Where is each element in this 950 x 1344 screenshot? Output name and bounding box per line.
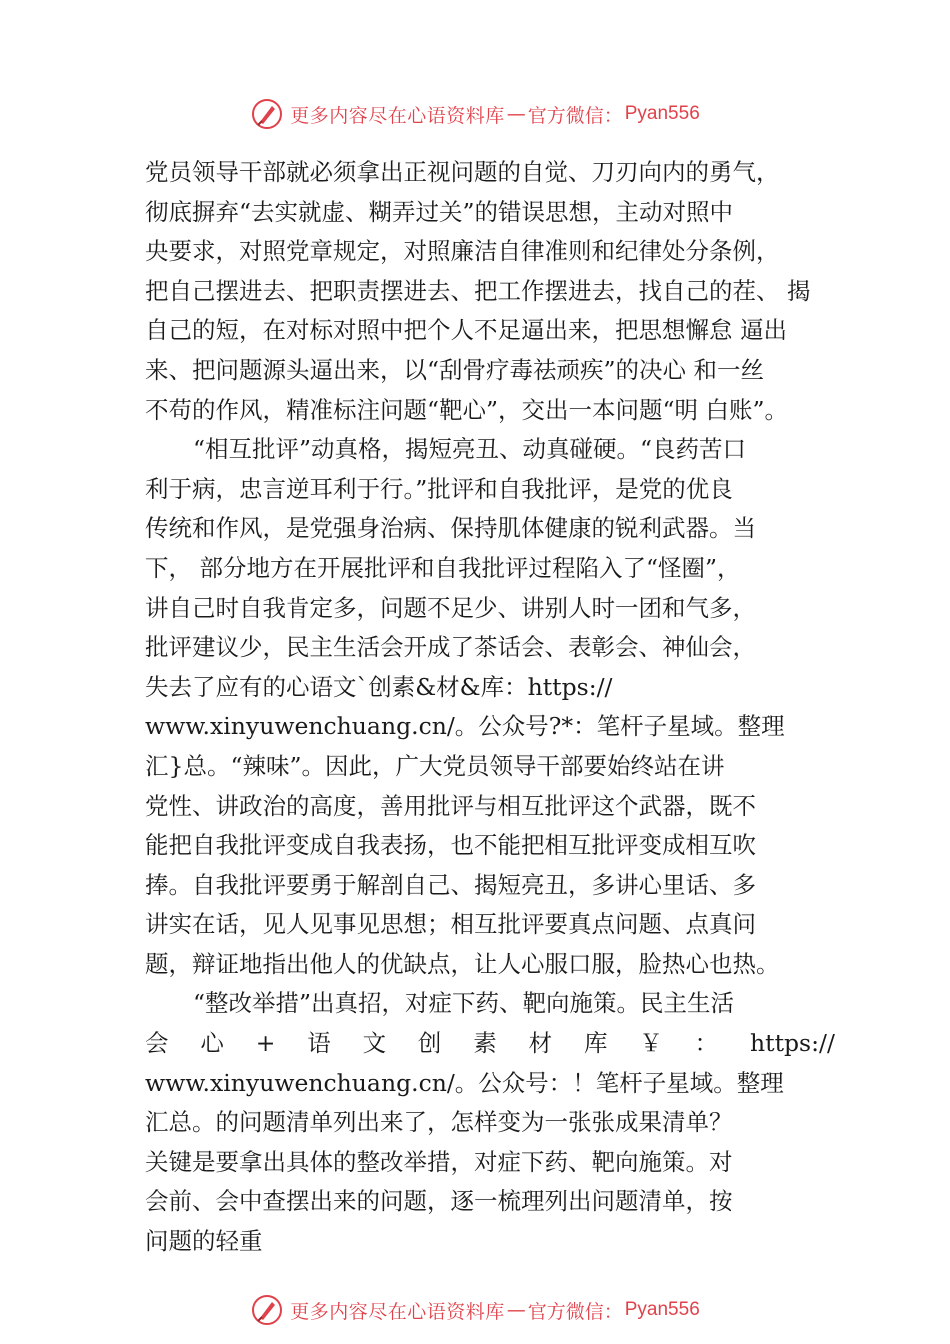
spread-line (145, 1024, 835, 1064)
paragraph-line: 汇}总。“辣味”。因此，广大党员领导干部要始终站在讲 (145, 751, 725, 780)
watermark-text: 更多内容尽在心语资料库 (290, 104, 505, 127)
spread-char: 文 (362, 1029, 387, 1058)
watermark-wechat-label: 官方微信： (527, 104, 623, 127)
paragraph-line: 会前、会中查摆出来的问题，逐一梳理列出问题清单，按 (145, 1187, 733, 1216)
paragraph-line: “整改举措”出真招，对症下药、靶向施策。民主生活 (193, 989, 735, 1018)
spread-char: 材 (528, 1029, 553, 1058)
paragraph-line: 利于病，忠言逆耳利于行。”批评和自我批评，是党的优良 (145, 474, 733, 503)
spread-char: 语 (307, 1029, 331, 1058)
spread-char: 库 (583, 1029, 608, 1058)
watermark-footer (0, 1288, 950, 1332)
watermark-header (0, 92, 950, 136)
paragraph-line: 党员领导干部就必须拿出正视问题的自觉、刀刃向内的勇气， (145, 158, 780, 186)
watermark-wechat-id: Pyan556 (624, 103, 700, 124)
paragraph-line: 下， 部分地方在开展批评和自我批评过程陷入了“怪圈”， (145, 553, 741, 582)
paragraph-line: 捧。自我批评要勇于解剖自己、揭短亮丑，多讲心里话、多 (145, 870, 756, 899)
paragraph-line: 党性、讲政治的高度，善用批评与相互批评这个武器，既不 (145, 791, 756, 820)
paragraph-line: 不苟的作风，精准标注问题“靶心”，交出一本问题“明 白账”。 (145, 395, 789, 424)
watermark-separator: — (506, 1299, 526, 1321)
paragraph-line: 讲自己时自我肯定多，问题不足少、讲别人时一团和气多， (145, 593, 756, 622)
paragraph-line: 来、把问题源头逼出来，以“刮骨疗毒祛顽疾”的决心 和一丝 (145, 355, 764, 384)
spread-char: 会 (145, 1029, 169, 1058)
paragraph-line: 自己的短，在对标对照中把个人不足逼出来，把思想懈怠 逼出 (145, 316, 787, 345)
paragraph-line: 央要求，对照党章规定，对照廉洁自律准则和纪律处分条例， (145, 237, 780, 266)
spread-char: 创 (417, 1029, 442, 1058)
paragraph-line: 批评建议少，民主生活会开成了茶话会、表彰会、神仙会， (145, 633, 756, 662)
paragraph-line: 彻底摒弃“去实就虚、糊弄过关”的错误思想，主动对照中 (145, 197, 734, 226)
document-body (145, 153, 835, 1262)
paragraph-line: 失去了应有的心语文`创素&材&库：https:// (145, 672, 613, 701)
watermark-text: 更多内容尽在心语资料库 (290, 1300, 505, 1323)
paragraph-line: 关键是要拿出具体的整改举措，对症下药、靶向施策。对 (145, 1147, 733, 1176)
spread-char: ￥ (639, 1029, 663, 1058)
watermark-separator: — (506, 103, 526, 125)
paragraph-line: 题，辩证地指出他人的优缺点，让人心服口服，脸热心也热。 (145, 949, 780, 978)
spread-char: https:// (749, 1029, 835, 1058)
paragraph-line: 问题的轻重 (145, 1227, 263, 1256)
watermark-wechat-label: 官方微信： (527, 1300, 623, 1323)
paragraph-line: 汇总。的问题清单列出来了，怎样变为一张张成果清单？ (145, 1108, 733, 1137)
paragraph-line: 能把自我批评变成自我表扬，也不能把相互批评变成相互吹 (145, 831, 756, 860)
spread-char: ： (694, 1029, 719, 1058)
quill-logo-icon (250, 1293, 284, 1327)
spread-char: + (255, 1029, 276, 1058)
spread-char: 心 (200, 1029, 224, 1058)
watermark-wechat-id: Pyan556 (624, 1299, 700, 1320)
paragraph-line: 传统和作风，是党强身治病、保持肌体健康的锐利武器。当 (145, 514, 756, 543)
paragraph-line: www.xinyuwenchuang.cn/。公众号：！笔杆子星域。整理 (145, 1068, 784, 1097)
paragraph-line: “相互批评”动真格，揭短亮丑、动真碰硬。“良药苦口 (193, 435, 747, 464)
paragraph-line: www.xinyuwenchuang.cn/。公众号?*：笔杆子星域。整理 (145, 712, 785, 741)
paragraph-line: 把自己摆进去、把职责摆进去、把工作摆进去，找自己的茬、 揭 (145, 276, 811, 305)
quill-logo-icon (250, 97, 284, 131)
paragraph-line: 讲实在话，见人见事见思想；相互批评要真点问题、点真问 (145, 910, 756, 939)
spread-char: 素 (473, 1029, 497, 1058)
